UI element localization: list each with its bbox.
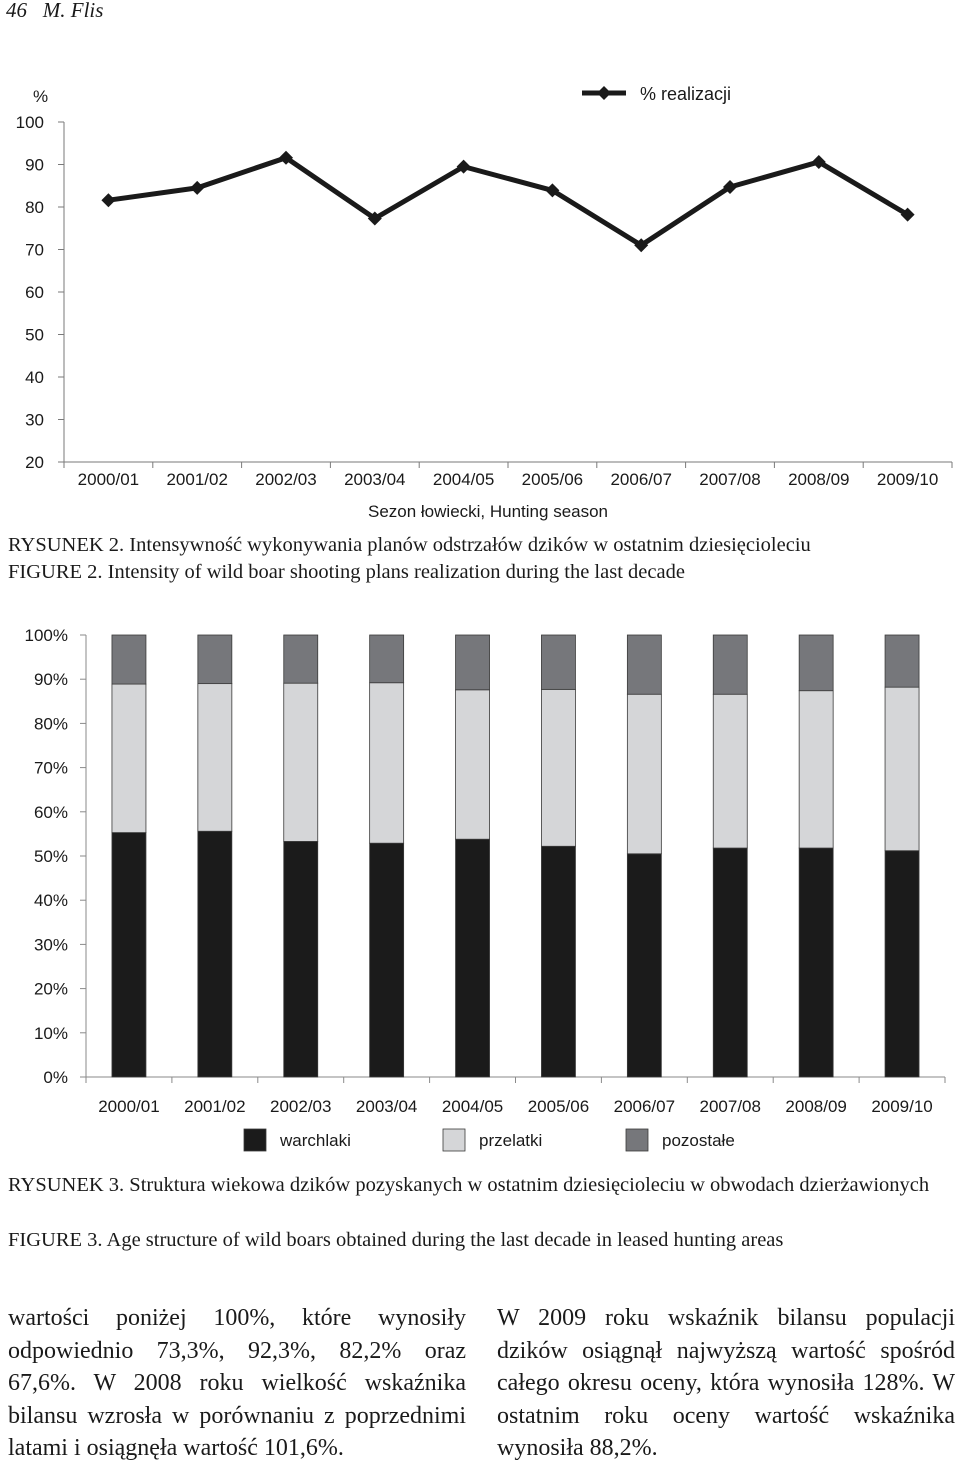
bar-segment-warchlaki [885, 851, 919, 1077]
bar-segment-warchlaki [713, 848, 747, 1077]
x-tick-label: 2003/04 [344, 470, 406, 489]
x-tick-label: 2000/01 [77, 470, 140, 489]
bar-segment-przelatki [885, 687, 919, 851]
bar-segment-pozostałe [284, 635, 318, 683]
y-tick-label: 30% [33, 935, 68, 955]
y-tick-label: 20% [33, 979, 68, 999]
x-tick-label: 2002/03 [270, 1097, 332, 1116]
line-chart-realization [0, 70, 960, 530]
y-tick-label: 100% [24, 626, 68, 645]
x-tick-label: 2009/10 [871, 1097, 933, 1116]
bar-segment-pozostałe [370, 635, 404, 683]
bar-segment-pozostałe [799, 635, 833, 691]
series-line-realization [108, 158, 907, 246]
y-tick-label: 90% [33, 670, 68, 690]
bar-segment-przelatki [627, 694, 661, 854]
x-tick-label: 2006/07 [613, 1097, 676, 1116]
x-axis-title: Sezon łowiecki, Hunting season [367, 502, 609, 521]
bar-segment-pozostałe [541, 635, 575, 689]
x-tick-label: 2004/05 [441, 1097, 504, 1116]
y-tick-label: 40% [33, 891, 68, 911]
bar-segment-przelatki [370, 683, 404, 843]
x-tick-label: 2005/06 [527, 1097, 590, 1116]
data-point-marker [101, 193, 115, 207]
body-text-left-column: wartości poniżej 100%, które wynosiły odpowiednio 73,3%, 92,3%, 82,2% oraz 67,6%. W 2008 roku wielkość wskaźnika bilansu wzrosła w porównaniu z poprzednimi latami i osiągnęła wartość 101,6%. [8, 1305, 466, 1461]
x-tick-label: 2002/03 [255, 470, 317, 489]
y-tick-label: 60 [25, 283, 44, 302]
y-tick-label: 0% [43, 1068, 68, 1087]
figure-2-caption-en: FIGURE 2. Intensity of wild boar shooting plans realization during the last decade [8, 561, 685, 583]
stacked-bar-chart-age-structure [0, 618, 960, 1168]
x-tick-label: 2001/02 [166, 470, 228, 489]
figure-2-caption-pl: RYSUNEK 2. Intensywność wykonywania planów odstrzałów dzików w ostatnim dziesięcioleciu [8, 534, 811, 556]
bar-segment-warchlaki [627, 854, 661, 1077]
legend-label: % realizacji [640, 84, 732, 104]
body-text-right-column: W 2009 roku wskaźnik bilansu populacji dzików osiągnął najwyższą wartość spośród całego okresu oceny, która wynosiła 128%. W ostatnim roku oceny wartość wskaźnika wynosiła 88,2%. [497, 1305, 955, 1461]
bar-segment-pozostałe [627, 635, 661, 694]
running-header [6, 0, 103, 23]
y-tick-label: 60% [33, 802, 68, 822]
bar-segment-pozostałe [713, 635, 747, 694]
bar-segment-przelatki [713, 694, 747, 848]
bar-segment-przelatki [198, 684, 232, 832]
y-tick-label: 50% [33, 847, 68, 866]
x-tick-label: 2001/02 [184, 1097, 246, 1116]
y-tick-label: 40 [25, 368, 44, 387]
x-tick-label: 2008/09 [785, 1097, 847, 1116]
figure-3-caption-en: FIGURE 3. Age structure of wild boars obtained during the last decade in leased hunting areas [8, 1229, 784, 1251]
figure-3-caption-pl: RYSUNEK 3. Struktura wiekowa dzików pozyskanych w ostatnim dziesięcioleciu w obwodach dzierżawionych [8, 1174, 930, 1196]
x-tick-label: 2004/05 [432, 470, 495, 489]
bar-segment-pozostałe [112, 635, 146, 684]
page-number: 46 [6, 0, 27, 22]
y-tick-label: 90 [25, 155, 44, 175]
y-tick-label: 70 [25, 240, 44, 260]
bar-segment-przelatki [799, 691, 833, 848]
bar-segment-przelatki [284, 683, 318, 841]
legend-swatch-przelatki [443, 1129, 465, 1151]
y-tick-label: 10% [33, 1023, 68, 1043]
bar-segment-pozostałe [885, 635, 919, 687]
data-point-marker [190, 181, 204, 195]
y-tick-label: 20 [25, 453, 44, 472]
y-tick-label: 30 [25, 410, 44, 430]
bar-segment-warchlaki [456, 839, 490, 1077]
legend-swatch-warchlaki [244, 1129, 266, 1151]
y-tick-label: 100 [15, 113, 44, 132]
bar-segment-warchlaki [799, 848, 833, 1077]
x-tick-label: 2007/08 [699, 470, 761, 489]
x-tick-label: 2005/06 [521, 470, 584, 489]
legend-label-przelatki: przelatki [479, 1131, 543, 1150]
x-tick-label: 2006/07 [610, 470, 672, 489]
bar-segment-przelatki [541, 689, 575, 846]
y-axis-unit-label: % [33, 87, 49, 106]
legend-swatch-pozostałe [626, 1129, 648, 1151]
legend-marker [597, 86, 611, 100]
x-tick-label: 2008/09 [788, 470, 850, 489]
y-tick-label: 70% [33, 758, 68, 778]
bar-segment-pozostałe [198, 635, 232, 684]
bar-segment-przelatki [112, 684, 146, 833]
bar-segment-przelatki [456, 690, 490, 839]
x-tick-label: 2007/08 [699, 1097, 761, 1116]
x-tick-label: 2003/04 [355, 1097, 418, 1116]
bar-segment-warchlaki [370, 843, 404, 1077]
y-tick-label: 80 [25, 198, 44, 217]
bar-segment-warchlaki [198, 831, 232, 1077]
bar-segment-pozostałe [456, 635, 490, 690]
bar-segment-warchlaki [541, 846, 575, 1077]
author-name: M. Flis [42, 0, 104, 22]
x-tick-label: 2009/10 [876, 470, 939, 489]
bar-segment-warchlaki [112, 833, 146, 1077]
y-tick-label: 50 [25, 325, 44, 345]
y-tick-label: 80% [33, 714, 68, 734]
x-tick-label: 2000/01 [98, 1097, 160, 1116]
legend-label-pozostałe: pozostałe [662, 1131, 735, 1150]
legend-label-warchlaki: warchlaki [280, 1131, 351, 1150]
bar-segment-warchlaki [284, 841, 318, 1077]
